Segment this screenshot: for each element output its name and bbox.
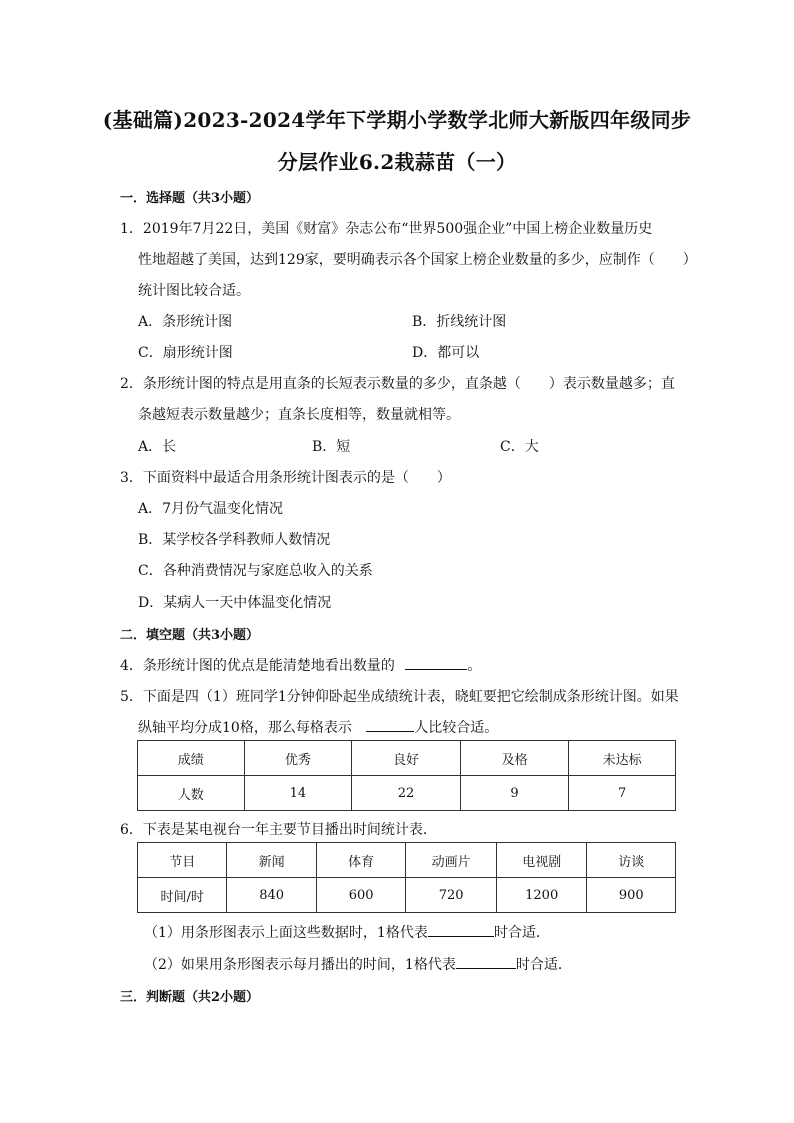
table-cell: 14 bbox=[244, 776, 352, 811]
question-3-option-d[interactable]: D．某病人一天中体温变化情况 bbox=[138, 595, 332, 611]
question-6-sub1 bbox=[144, 922, 550, 942]
question-1-option-c[interactable]: C．扇形统计图 bbox=[138, 345, 233, 361]
question-3-line1: 3．下面资料中最适合用条形统计图表示的是（ ） bbox=[120, 470, 451, 486]
question-4-answer-blank[interactable] bbox=[405, 655, 467, 670]
table-cell: 节目 bbox=[138, 843, 227, 878]
table-cell: 9 bbox=[460, 776, 569, 811]
table-cell: 良好 bbox=[352, 741, 461, 776]
table-cell: 成绩 bbox=[138, 741, 245, 776]
table-row bbox=[138, 776, 676, 811]
score-table bbox=[137, 740, 676, 811]
question-3-option-c[interactable]: C．各种消费情况与家庭总收入的关系 bbox=[138, 563, 373, 579]
question-2-line2: 条越短表示数量越少；直条长度相等，数量就相等。 bbox=[138, 407, 460, 423]
section-heading-fill: 二．填空题（共3小题） bbox=[120, 628, 260, 643]
question-2-option-c[interactable]: C．大 bbox=[500, 439, 539, 455]
table-cell: 1200 bbox=[496, 878, 587, 913]
question-4-end: 。 bbox=[467, 658, 482, 674]
table-cell: 体育 bbox=[316, 843, 406, 878]
section-heading-choice: 一．选择题（共3小题） bbox=[120, 191, 260, 206]
question-5-answer-blank[interactable] bbox=[366, 717, 414, 732]
question-1-option-d[interactable]: D．都可以 bbox=[412, 345, 480, 361]
table-cell: 动画片 bbox=[406, 843, 496, 878]
question-4-text: 4．条形统计图的优点是能清楚地看出数量的 bbox=[120, 658, 395, 674]
table-cell: 未达标 bbox=[569, 741, 676, 776]
table-cell: 及格 bbox=[460, 741, 569, 776]
question-5-line1: 5．下面是四（1）班同学1分钟仰卧起坐成绩统计表，晓虹要把它绘制成条形统计图。如果 bbox=[120, 689, 679, 705]
table-cell: 7 bbox=[569, 776, 676, 811]
table-cell: 电视剧 bbox=[496, 843, 587, 878]
page-title-line1: (基础篇)2023-2024学年下学期小学数学北师大新版四年级同步 bbox=[102, 108, 692, 132]
question-1-line3: 统计图比较合适。 bbox=[138, 283, 250, 299]
question-2-option-b[interactable]: B．短 bbox=[312, 439, 351, 455]
question-3-option-b[interactable]: B．某学校各学科教师人数情况 bbox=[138, 532, 331, 548]
question-6-sub2 bbox=[144, 954, 572, 974]
table-cell: 22 bbox=[352, 776, 461, 811]
table-cell: 600 bbox=[316, 878, 406, 913]
table-cell: 720 bbox=[406, 878, 496, 913]
question-6-sub2-text: （2）如果用条形图表示每月播出的时间，1格代表 bbox=[144, 957, 456, 973]
table-row bbox=[138, 741, 676, 776]
question-2-option-a[interactable]: A．长 bbox=[138, 439, 177, 455]
table-cell: 优秀 bbox=[244, 741, 352, 776]
question-6-sub1-text: （1）用条形图表示上面这些数据时，1格代表 bbox=[144, 925, 428, 941]
question-1-line2: 性地超越了美国，达到129家，要明确表示各个国家上榜企业数量的多少，应制作（ ） bbox=[138, 252, 697, 268]
question-1-option-a[interactable]: A．条形统计图 bbox=[138, 314, 233, 330]
table-cell: 840 bbox=[227, 878, 317, 913]
question-1-line1: 1．2019年7月22日，美国《财富》杂志公布“世界500强企业”中国上榜企业数量历史 bbox=[120, 221, 653, 237]
question-1-option-b[interactable]: B．折线统计图 bbox=[412, 314, 507, 330]
question-5-line2-end: 人比较合适。 bbox=[414, 720, 499, 736]
table-cell: 时间/时 bbox=[138, 878, 227, 913]
table-cell: 900 bbox=[587, 878, 676, 913]
question-6-sub2-answer-blank[interactable] bbox=[456, 954, 516, 969]
question-6-sub1-answer-blank[interactable] bbox=[428, 922, 494, 937]
question-6-sub1-end: 时合适． bbox=[493, 925, 550, 941]
table-row bbox=[138, 878, 676, 913]
question-6-line1: 6．下表是某电视台一年主要节目播出时间统计表． bbox=[120, 822, 437, 838]
program-table bbox=[137, 842, 676, 913]
table-cell: 人数 bbox=[138, 776, 245, 811]
section-heading-judge: 三．判断题（共2小题） bbox=[120, 990, 260, 1005]
question-5-line2-text: 纵轴平均分成10格，那么每格表示 bbox=[138, 720, 352, 736]
question-4 bbox=[120, 655, 481, 675]
question-5-line2 bbox=[138, 717, 498, 737]
question-2-line1: 2．条形统计图的特点是用直条的长短表示数量的多少，直条越（ ）表示数量越多；直 bbox=[120, 376, 675, 392]
page-title-line2: 分层作业6.2栽蒜苗（一） bbox=[277, 150, 517, 174]
question-3-option-a[interactable]: A．7月份气温变化情况 bbox=[138, 501, 284, 517]
table-cell: 访谈 bbox=[587, 843, 676, 878]
table-row bbox=[138, 843, 676, 878]
question-6-sub2-end: 时合适． bbox=[515, 957, 572, 973]
table-cell: 新闻 bbox=[227, 843, 317, 878]
